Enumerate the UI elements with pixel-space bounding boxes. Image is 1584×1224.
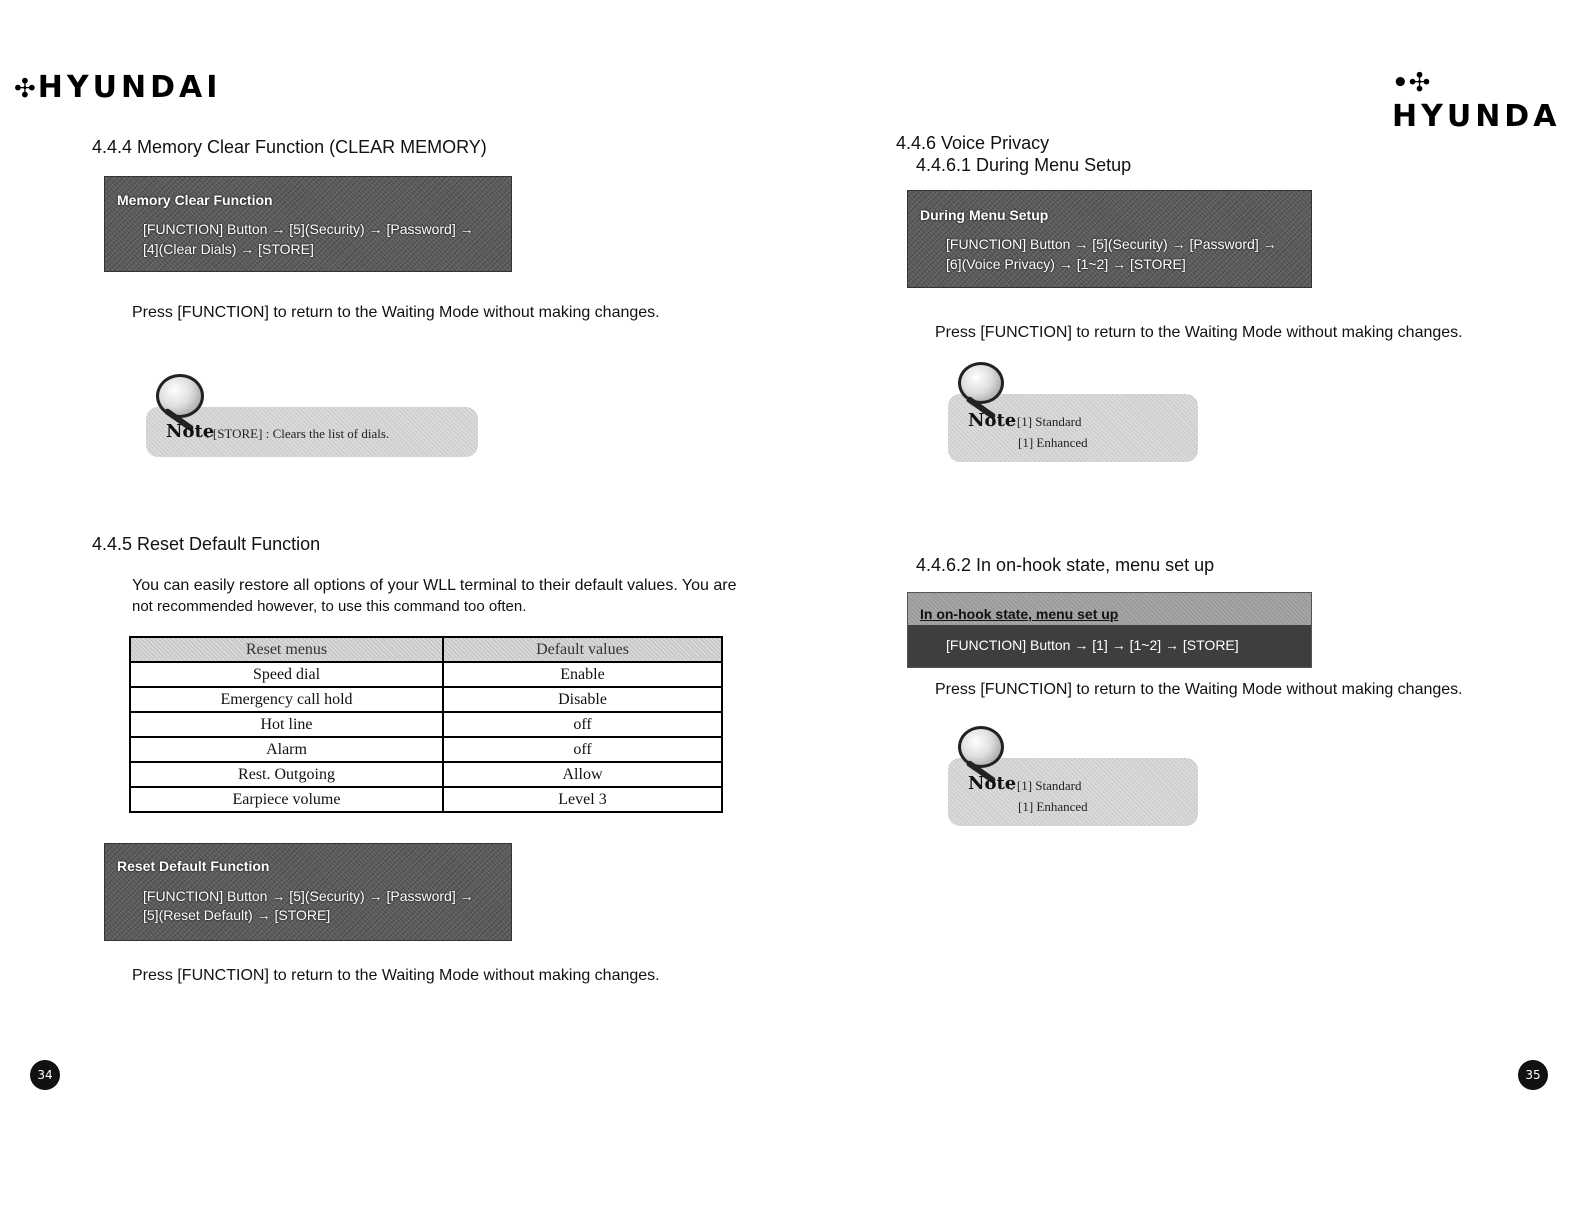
section-444-heading: 4.4.4 Memory Clear Function (CLEAR MEMORY) xyxy=(92,137,487,157)
box-command-line-2: [6](Voice Privacy) → [1~2] → [STORE] xyxy=(946,256,1186,272)
on-hook-command-box xyxy=(907,592,1312,668)
table-header-reset-menus: Reset menus xyxy=(130,637,443,662)
page-number-right: 35 xyxy=(1518,1060,1548,1090)
hyundai-logo-left xyxy=(14,70,221,105)
note-line-1: : [1] Standard xyxy=(1010,414,1082,429)
note-label: Note xyxy=(968,410,1017,431)
section-445-press-text: Press [FUNCTION] to return to the Waiting Mode without making changes. xyxy=(132,967,660,984)
table-row xyxy=(130,762,722,787)
hyundai-logo-right xyxy=(1392,64,1584,134)
table-cell-default: Allow xyxy=(443,762,722,787)
table-row xyxy=(130,712,722,737)
table-cell-menu: Emergency call hold xyxy=(130,687,443,712)
box-command-line-1: [FUNCTION] Button → [5](Security) → [Password] → xyxy=(143,221,474,237)
table-cell-menu: Speed dial xyxy=(130,662,443,687)
section-4461-press-text: Press [FUNCTION] to return to the Waiting Mode without making changes. xyxy=(935,324,1463,341)
box-title: Reset Default Function xyxy=(117,858,270,874)
section-4462-heading: 4.4.6.2 In on-hook state, menu set up xyxy=(916,555,1215,575)
table-cell-menu: Alarm xyxy=(130,737,443,762)
magnifier-icon xyxy=(958,362,1004,404)
table-row xyxy=(130,662,722,687)
reset-defaults-table xyxy=(129,636,723,813)
magnifier-icon xyxy=(958,726,1004,768)
section-4461-heading: 4.4.6.1 During Menu Setup xyxy=(916,155,1132,175)
table-header-default-values: Default values xyxy=(443,637,722,662)
box-title: During Menu Setup xyxy=(920,207,1049,223)
note-label: Note xyxy=(166,421,215,442)
table-cell-default: Disable xyxy=(443,687,722,712)
table-row xyxy=(130,787,722,812)
table-cell-menu: Rest. Outgoing xyxy=(130,762,443,787)
table-row xyxy=(130,737,722,762)
table-cell-default: off xyxy=(443,712,722,737)
memory-clear-command-box xyxy=(104,176,512,272)
box-command-line-1: [FUNCTION] Button → [5](Security) → [Password] → xyxy=(143,888,474,904)
note-text: : [STORE] : Clears the list of dials. xyxy=(206,426,390,441)
box-command-line-2: [5](Reset Default) → [STORE] xyxy=(143,907,331,923)
box-title: Memory Clear Function xyxy=(117,192,273,208)
table-cell-default: Enable xyxy=(443,662,722,687)
section-4462-press-text: Press [FUNCTION] to return to the Waiting Mode without making changes. xyxy=(935,681,1463,698)
table-cell-default: Level 3 xyxy=(443,787,722,812)
box-command-line-1: [FUNCTION] Button → [5](Security) → [Password] → xyxy=(946,236,1277,252)
section-446-heading: 4.4.6 Voice Privacy xyxy=(896,133,1050,153)
voice-privacy-menu-command-box xyxy=(907,190,1312,288)
logo-text-right: HYUNDA xyxy=(1392,99,1561,134)
box-command-line-1: [FUNCTION] Button → [1] → [1~2] → [STORE] xyxy=(946,637,1239,653)
logo-text-left: HYUNDAI xyxy=(37,70,222,105)
box-title: In on-hook state, menu set up xyxy=(920,606,1119,622)
note-line-1: : [1] Standard xyxy=(1010,778,1082,793)
reset-default-command-box xyxy=(104,843,512,941)
table-cell-default: off xyxy=(443,737,722,762)
hyundai-emblem-icon: ✣ xyxy=(14,74,36,104)
page-number-left: 34 xyxy=(30,1060,60,1090)
box-command-line-2: [4](Clear Dials) → [STORE] xyxy=(143,241,314,257)
note-line-2: [1] Enhanced xyxy=(1018,799,1088,814)
section-445-heading: 4.4.5 Reset Default Function xyxy=(92,534,321,554)
hyundai-emblem-icon: •✣ xyxy=(1392,68,1431,98)
table-cell-menu: Earpiece volume xyxy=(130,787,443,812)
section-444-press-text: Press [FUNCTION] to return to the Waiting Mode without making changes. xyxy=(132,304,660,321)
table-header-row xyxy=(130,637,722,662)
table-cell-menu: Hot line xyxy=(130,712,443,737)
note-label: Note xyxy=(968,773,1017,794)
command-strip xyxy=(908,625,1311,667)
section-445-intro-line-2: not recommended however, to use this command too often. xyxy=(132,598,527,615)
note-line-2: [1] Enhanced xyxy=(1018,435,1088,450)
section-445-intro-line-1: You can easily restore all options of your WLL terminal to their default values. You are xyxy=(132,577,737,594)
table-row xyxy=(130,687,722,712)
